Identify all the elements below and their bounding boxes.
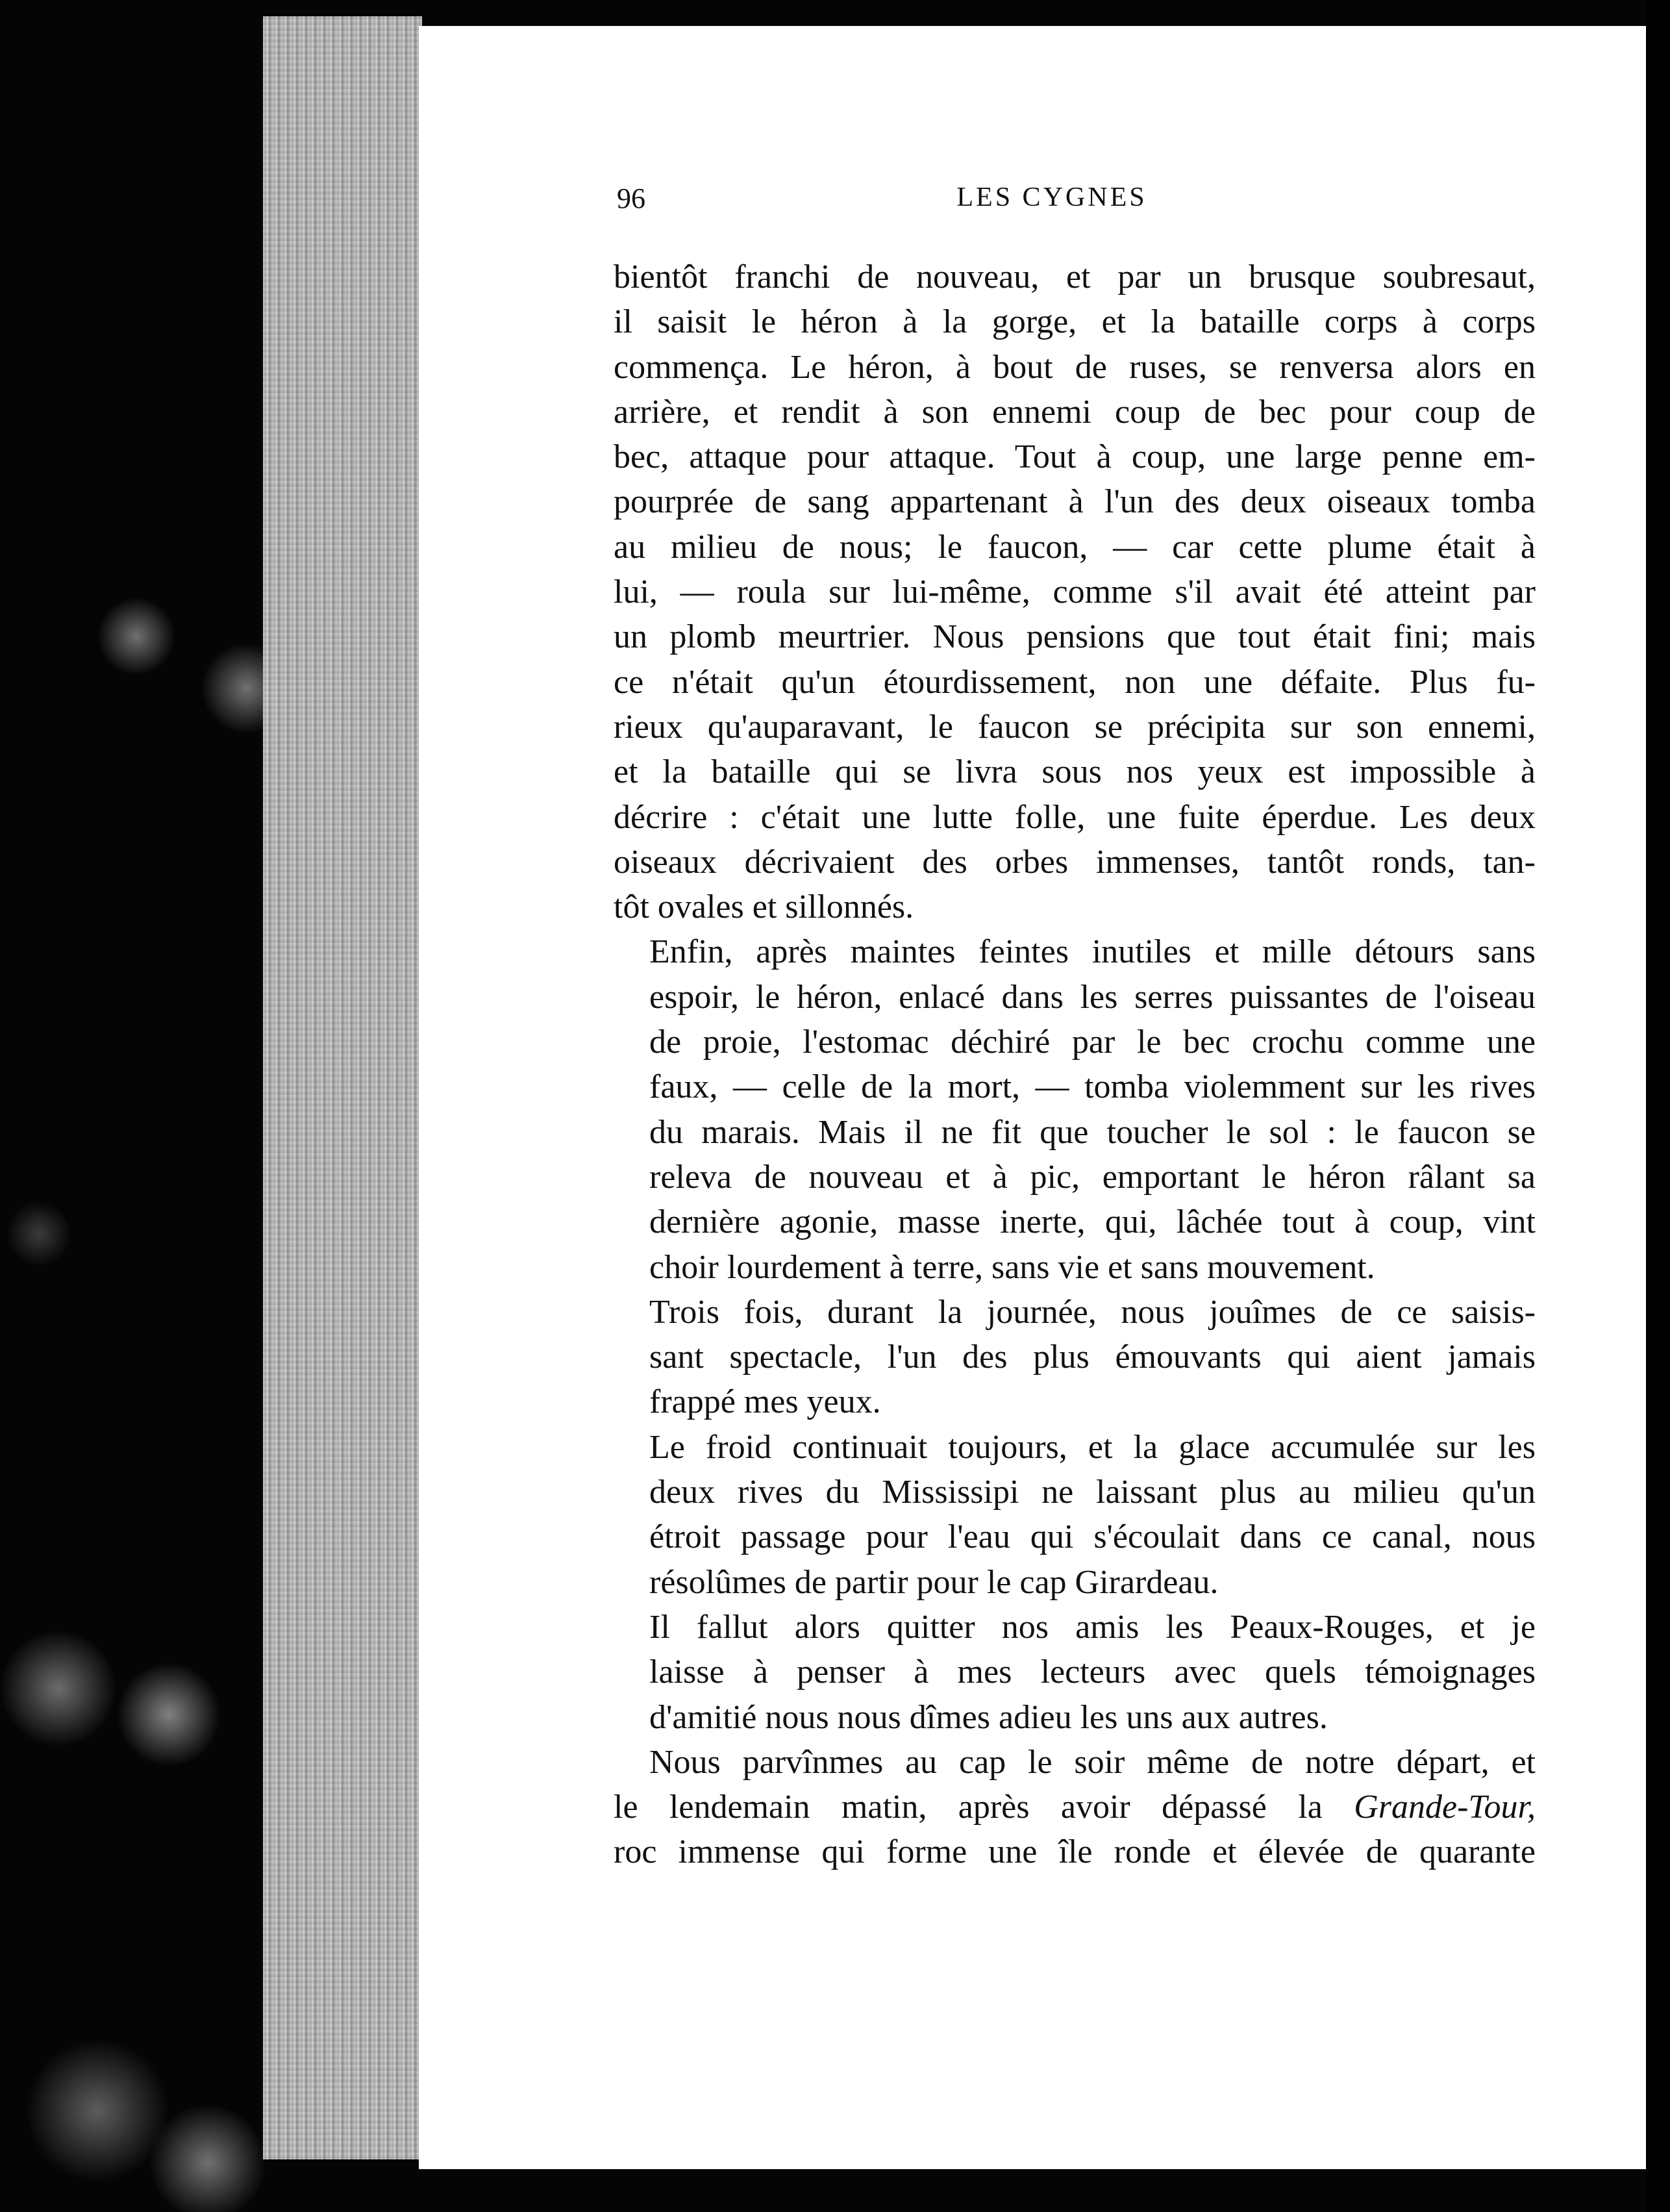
text-line: frappé mes yeux. bbox=[649, 1383, 881, 1421]
text-line: releva de nouveau et à pic, emportant le héron râlant sa bbox=[649, 1158, 1536, 1196]
text-line bbox=[614, 1785, 1536, 1829]
text-line: d'amitié nous nous dîmes adieu les uns aux autres. bbox=[649, 1698, 1328, 1736]
text-line: espoir, le héron, enlacé dans les serres puissantes de l'oiseau bbox=[649, 978, 1536, 1016]
paragraph bbox=[614, 1740, 1536, 1785]
text-line: oiseaux décrivaient des orbes immenses, tantôt ronds, tan- bbox=[614, 843, 1536, 881]
text-line: rieux qu'auparavant, le faucon se précipita sur son ennemi, bbox=[614, 708, 1536, 746]
text-line: ce n'était qu'un étourdissement, non une défaite. Plus fu- bbox=[614, 663, 1536, 701]
paragraph bbox=[614, 1605, 1536, 1740]
text-line: laisse à penser à mes lecteurs avec quels témoignages bbox=[649, 1653, 1536, 1691]
text-line: Trois fois, durant la journée, nous jouîmes de ce saisis- bbox=[649, 1293, 1536, 1331]
running-title: LES CYGNES bbox=[956, 182, 1147, 212]
text-line: bec, attaque pour attaque. Tout à coup, une large penne em- bbox=[614, 438, 1536, 476]
text-line: et la bataille qui se livra sous nos yeux est impossible à bbox=[614, 753, 1536, 791]
paragraph bbox=[614, 1425, 1536, 1605]
text-line: dernière agonie, masse inerte, qui, lâchée tout à coup, vint bbox=[649, 1203, 1536, 1241]
text-line: commença. Le héron, à bout de ruses, se renversa alors en bbox=[614, 348, 1536, 386]
text-line: faux, — celle de la mort, — tomba violemment sur les rives bbox=[649, 1068, 1536, 1106]
text-line: bientôt franchi de nouveau, et par un brusque soubresaut, bbox=[614, 258, 1536, 295]
italic-place-name: Grande-Tour, bbox=[1354, 1789, 1536, 1826]
text-line: roc immense qui forme une île ronde et élevée de quarante bbox=[614, 1833, 1536, 1871]
text-line: choir lourdement à terre, sans vie et sans mouvement. bbox=[649, 1248, 1375, 1286]
text-line: il saisit le héron à la gorge, et la bataille corps à corps bbox=[614, 303, 1536, 341]
text-line: un plomb meurtrier. Nous pensions que tout était fini; mais bbox=[614, 618, 1536, 656]
text-line: deux rives du Mississipi ne laissant plus au milieu qu'un bbox=[649, 1474, 1536, 1511]
text-line: décrire : c'était une lutte folle, une fuite éperdue. Les deux bbox=[614, 798, 1536, 836]
text-line: Il fallut alors quitter nos amis les Peaux-Rouges, et je bbox=[649, 1608, 1536, 1646]
text-line: du marais. Mais il ne fit que toucher le sol : le faucon se bbox=[649, 1113, 1536, 1151]
paragraph bbox=[614, 929, 1536, 1289]
page-header bbox=[617, 182, 1487, 227]
text-line: étroit passage pour l'eau qui s'écoulait dans ce canal, nous bbox=[649, 1518, 1536, 1556]
book-page bbox=[419, 26, 1646, 2169]
body-text bbox=[614, 255, 1536, 1875]
text-line: pourprée de sang appartenant à l'un des deux oiseaux tomba bbox=[614, 483, 1536, 521]
paragraph bbox=[614, 1290, 1536, 1425]
book-page-edges bbox=[263, 16, 422, 2159]
page-number: 96 bbox=[617, 182, 645, 214]
text-line: Enfin, après maintes feintes inutiles et mille détours sans bbox=[649, 933, 1536, 971]
text-line: au milieu de nous; le faucon, — car cette plume était à bbox=[614, 528, 1536, 566]
text-line: sant spectacle, l'un des plus émouvants qui aient jamais bbox=[649, 1339, 1536, 1376]
text-line: tôt ovales et sillonnés. bbox=[614, 888, 914, 926]
paragraph bbox=[614, 255, 1536, 929]
text-line: lui, — roula sur lui-même, comme s'il avait été atteint par bbox=[614, 573, 1536, 611]
text-line: de proie, l'estomac déchiré par le bec crochu comme une bbox=[649, 1024, 1536, 1061]
paragraph-list bbox=[614, 255, 1536, 1785]
scanner-right-edge bbox=[1646, 0, 1670, 2212]
text-line: résolûmes de partir pour le cap Girardeau. bbox=[649, 1563, 1219, 1601]
text-line: Nous parvînmes au cap le soir même de notre départ, et bbox=[649, 1743, 1536, 1781]
text-segment: le lendemain matin, après avoir dépassé la bbox=[614, 1789, 1323, 1826]
text-line: arrière, et rendit à son ennemi coup de bec pour coup de bbox=[614, 393, 1536, 431]
text-line: Le froid continuait toujours, et la glace accumulée sur les bbox=[649, 1428, 1536, 1466]
